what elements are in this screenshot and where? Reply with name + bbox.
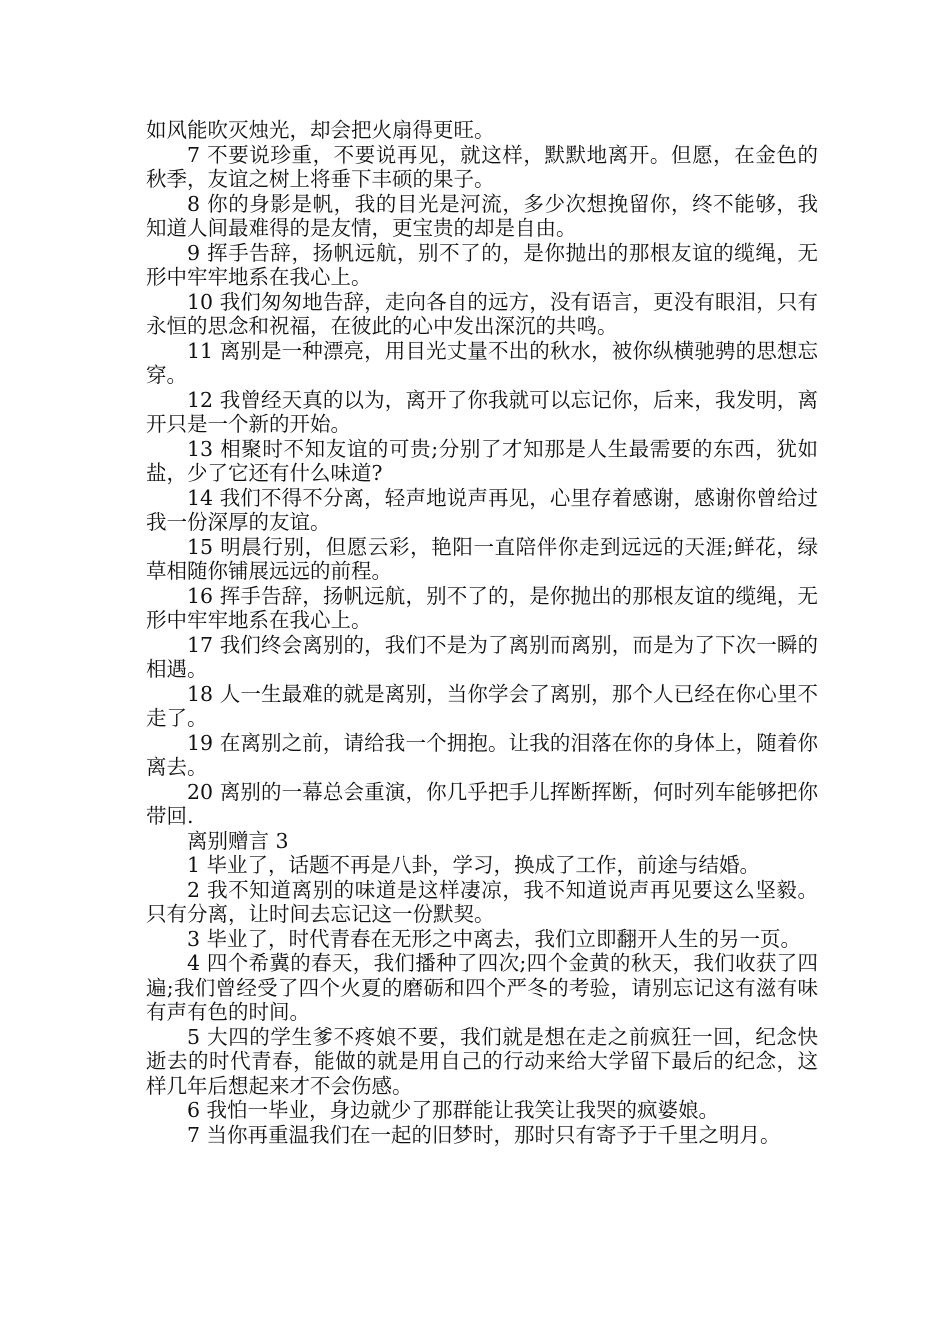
paragraph-11-parting-beauty: 11 离别是一种漂亮，用目光丈量不出的秋水，被你纵横驰骋的思想忘穿。 — [146, 338, 818, 387]
paragraph-5-senior-students: 5 大四的学生爹不疼娘不要，我们就是想在走之前疯狂一回，纪念快逝去的时代青春，能做的就是用自己的行动来给大学留下最后的纪念，这样几年后想起来才不会伤感。 — [146, 1024, 818, 1098]
section-heading: 离别赠言 3 — [187, 828, 289, 853]
paragraph-20-train: 20 离别的一幕总会重演，你几乎把手儿挥断挥断，何时列车能够把你带回. — [146, 779, 818, 828]
paragraph-15-morning-departure: 15 明晨行别，但愿云彩，艳阳一直陪伴你走到远远的天涯;鲜花，绿草相随你铺展远远的前程。 — [146, 534, 818, 583]
paragraph-13-friendship-salt: 13 相聚时不知友谊的可贵;分别了才知那是人生最需要的东西，犹如盐，少了它还有什么味道? — [146, 436, 818, 485]
paragraph-18-hardest-parting: 18 人一生最难的就是离别，当你学会了离别，那个人已经在你心里不走了。 — [146, 681, 818, 730]
paragraph-9-wave-goodbye: 9 挥手告辞，扬帆远航，别不了的，是你抛出的那根友谊的缆绳，无形中牢牢地系在我心上。 — [146, 240, 818, 289]
paragraph-4-four-seasons: 4 四个希冀的春天，我们播种了四次;四个金黄的秋天，我们收获了四遍;我们曾经受了四个火夏的磨砺和四个严冬的考验，请别忘记这有滋有味有声有色的时间。 — [146, 951, 818, 1024]
paragraph-7-no-farewell: 7 不要说珍重，不要说再见，就这样，默默地离开。但愿，在金色的秋季，友谊之树上将垂下丰硕的果子。 — [146, 142, 818, 191]
paragraph-2-parting-taste: 2 我不知道离别的味道是这样凄凉，我不知道说声再见要这么坚毅。只有分离，让时间去忘记这一份默契。 — [146, 877, 818, 926]
paragraph-17-next-meeting: 17 我们终会离别的，我们不是为了离别而离别，而是为了下次一瞬的相遇。 — [146, 632, 818, 681]
paragraph-10-hurried-farewell: 10 我们匆匆地告辞，走向各自的远方，没有语言，更没有眼泪，只有永恒的思念和祝福，在彼此的心中发出深沉的共鸣。 — [146, 289, 818, 338]
paragraph-19-embrace: 19 在离别之前，请给我一个拥抱。让我的泪落在你的身体上，随着你离去。 — [146, 730, 818, 779]
paragraph-6-after-graduation: 6 我怕一毕业，身边就少了那群能让我笑让我哭的疯婆娘。 — [187, 1098, 720, 1122]
paragraph-16-wave-goodbye: 16 挥手告辞，扬帆远航，别不了的，是你抛出的那根友谊的缆绳，无形中牢牢地系在我心上。 — [146, 583, 818, 632]
paragraph-8-sail: 8 你的身影是帆，我的目光是河流，多少次想挽留你，终不能够，我知道人间最难得的是友情，更宝贵的却是自由。 — [146, 191, 818, 240]
paragraph-1-graduation: 1 毕业了，话题不再是八卦，学习，换成了工作，前途与结婚。 — [187, 853, 761, 877]
document-body — [146, 118, 818, 1147]
paragraph-14-thanks: 14 我们不得不分离，轻声地说声再见，心里存着感谢，感谢你曾给过我一份深厚的友谊。 — [146, 485, 818, 534]
paragraph-continuation: 如风能吹灭烛光，却会把火扇得更旺。 — [146, 118, 495, 142]
paragraph-3-new-page: 3 毕业了，时代青春在无形之中离去，我们立即翻开人生的另一页。 — [187, 926, 802, 951]
paragraph-12-new-beginning: 12 我曾经天真的以为，离开了你我就可以忘记你，后来，我发明，离开只是一个新的开始。 — [146, 387, 818, 436]
paragraph-7-old-dreams: 7 当你再重温我们在一起的旧梦时，那时只有寄予于千里之明月。 — [187, 1122, 781, 1147]
